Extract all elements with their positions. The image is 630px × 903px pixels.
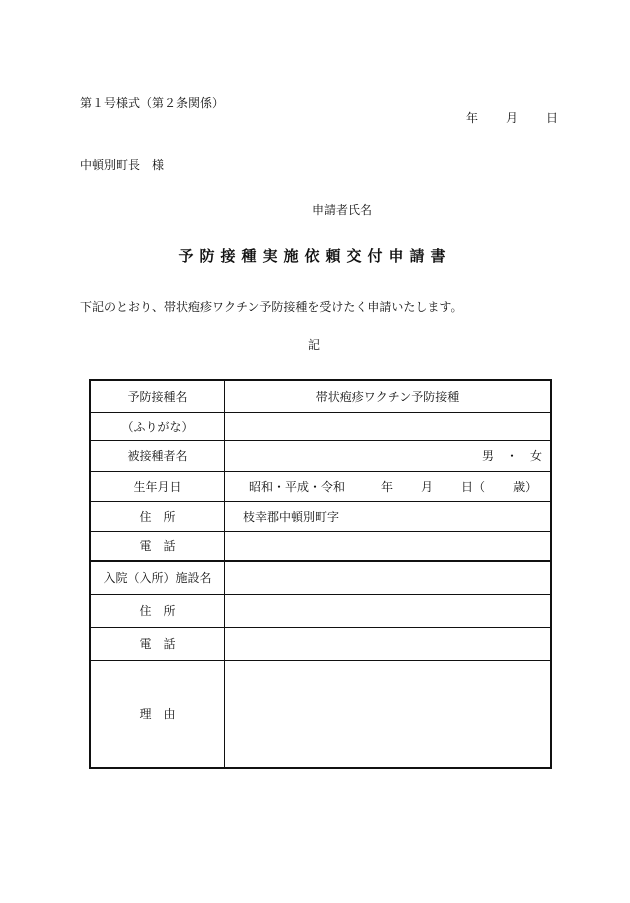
name-label: 被接種者名 bbox=[90, 440, 225, 471]
reason-label: 理 由 bbox=[90, 660, 225, 768]
table-row-birth bbox=[90, 471, 551, 501]
table-row-address bbox=[90, 501, 551, 531]
date-year: 年 bbox=[466, 111, 479, 125]
facility-phone-label: 電 話 bbox=[90, 627, 225, 660]
address-label: 住 所 bbox=[90, 501, 225, 531]
facility-field[interactable] bbox=[225, 561, 552, 594]
furigana-field[interactable] bbox=[225, 412, 552, 440]
table-row-facility-phone bbox=[90, 627, 551, 660]
name-field[interactable] bbox=[225, 440, 552, 471]
document-title: 予防接種実施依頼交付申請書 bbox=[178, 247, 452, 265]
date-day: 日 bbox=[546, 111, 559, 125]
facility-phone-field[interactable] bbox=[225, 627, 552, 660]
sex-value: 男 ・ 女 bbox=[481, 449, 542, 463]
phone-label: 電 話 bbox=[90, 531, 225, 561]
birth-field[interactable] bbox=[225, 471, 552, 501]
ki-heading: 記 bbox=[308, 338, 321, 352]
vaccine-label: 予防接種名 bbox=[90, 380, 225, 412]
phone-field[interactable] bbox=[225, 531, 552, 561]
date-line bbox=[466, 112, 558, 124]
birth-label: 生年月日 bbox=[90, 471, 225, 501]
facility-address-label: 住 所 bbox=[90, 594, 225, 627]
table-row-reason bbox=[90, 660, 551, 768]
birth-month: 月 bbox=[421, 479, 434, 494]
birth-era: 昭和・平成・令和 bbox=[249, 479, 346, 494]
reason-field[interactable] bbox=[225, 660, 552, 768]
application-form-table bbox=[89, 379, 552, 769]
table-row-furigana bbox=[90, 412, 551, 440]
facility-label: 入院（入所）施設名 bbox=[90, 561, 225, 594]
birth-age: 歳） bbox=[513, 479, 538, 494]
recipient: 中頓別町長 様 bbox=[80, 158, 165, 172]
birth-day: 日（ bbox=[461, 479, 486, 494]
furigana-label: （ふりがな） bbox=[90, 412, 225, 440]
address-field[interactable] bbox=[225, 501, 552, 531]
table-row-phone bbox=[90, 531, 551, 561]
table-row-vaccine bbox=[90, 380, 551, 412]
table-row-facility-address bbox=[90, 594, 551, 627]
address-value: 枝幸郡中頓別町字 bbox=[243, 509, 340, 524]
table-row-name bbox=[90, 440, 551, 471]
birth-year: 年 bbox=[381, 479, 394, 494]
form-number: 第１号様式（第２条関係） bbox=[80, 96, 225, 110]
application-statement: 下記のとおり、帯状疱疹ワクチン予防接種を受けたく申請いたします。 bbox=[80, 300, 463, 314]
applicant-name-label: 申請者氏名 bbox=[312, 203, 373, 217]
facility-address-field[interactable] bbox=[225, 594, 552, 627]
table-row-facility bbox=[90, 561, 551, 594]
vaccine-value: 帯状疱疹ワクチン予防接種 bbox=[225, 380, 552, 412]
date-month: 月 bbox=[506, 111, 519, 125]
